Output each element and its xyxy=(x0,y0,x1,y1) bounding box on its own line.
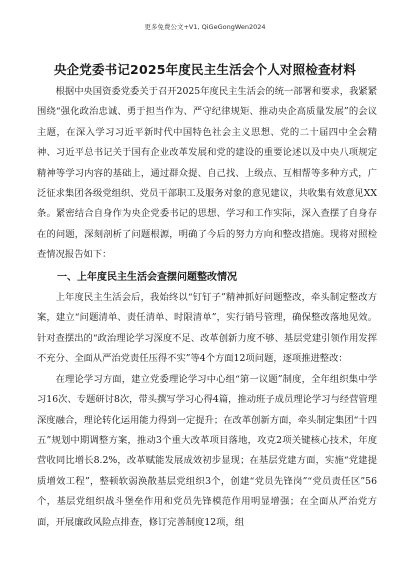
document-title: 央企党委书记2025年度民主生活会个人对照检查材料 xyxy=(53,62,357,77)
header-note: 更多免费公文+V1, QiGeGongWen2024 xyxy=(144,23,266,31)
intro-paragraph: 根据中央国资委党委关于召开2025年度民主生活会的统一部署和要求，我紧紧围绕“强化政治忠诚、勇于担当作为、严守纪律规矩、推动央企高质量发展”的会议主题，在深入学习习近平新时代中国特色社会主义思想、党的二十届四中全会精神、习近平总书记关于国有企业改革发展和党的建设的重要论述以及中央八项规定精神等学习内容的基础上，通过群众提、自己找、上级点、互相帮等多种方式，广泛征求集团各级党组织、党员干部职工及服务对象的意见建议，共收集有效意见XX条。紧密结合自身作为央企党委书记的思想、学习和工作实际，深入查摆了自身存在的问题，深刻剖析了问题根源，明确了今后的努力方向和整改措施。现将对照检查情况报告如下： xyxy=(37,86,377,261)
document-body xyxy=(37,82,377,533)
body-paragraph: 上年度民主生活会后，我始终以“钉钉子”精神抓好问题整改，牵头制定整改方案，建立“问题清单、责任清单、时限清单”，实行销号管理，确保整改落地见效。针对查摆出的“政治理论学习深度不足、改革创新力度不够、基层党建引领作用发挥不充分、全面从严治党责任压得不实”等4个方面12项问题，逐项推进整改： xyxy=(37,292,377,365)
body-paragraph: 在理论学习方面，建立党委理论学习中心组“第一议题”制度，全年组织集中学习16次、专题研讨8次，带头撰写学习心得4篇，推动班子成员理论学习与经营管理深度融合，理论转化运用能力得到一定提升；在改革创新方面，牵头制定集团“十四五”规划中期调整方案，推动3个重大改革项目落地，攻克2项关键核心技术，年度营收同比增长8.2%，改革赋能发展成效初步显现；在基层党建方面，实施“党建提质增效工程”，整顿软弱涣散基层党组织3个，创建“党员先锋岗”“党员责任区”56个，基层党组织战斗堡垒作用和党员先锋模范作用明显增强；在全面从严治党方面，开展廉政风险点排查，修订完善制度12项，组 xyxy=(37,373,377,528)
section-heading: 一、上年度民主生活会查摆问题整改情况 xyxy=(57,271,237,283)
